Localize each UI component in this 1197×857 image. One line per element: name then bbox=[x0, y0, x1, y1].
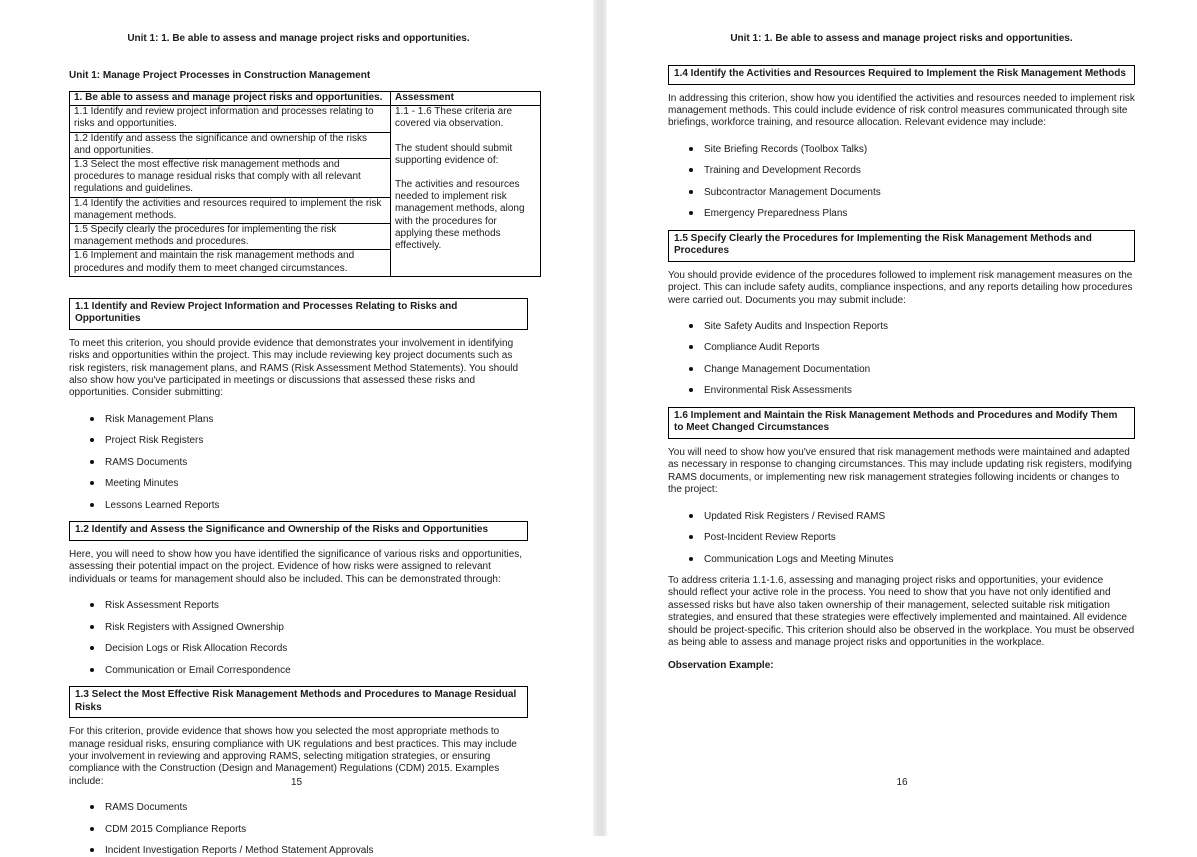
bullet-icon bbox=[689, 345, 693, 349]
section-body-1-4: In addressing this criterion, show how you identified the activities and resources needed to implement risk management methods. This could include evidence of risk control measures communicated through site briefings, workforce training, and resource allocation. Relevant evidence may include: bbox=[668, 92, 1135, 129]
list-item-label: Training and Development Records bbox=[704, 165, 861, 177]
bullet-icon bbox=[90, 603, 94, 607]
list-item bbox=[69, 802, 528, 814]
bullet-icon bbox=[689, 324, 693, 328]
bullet-icon bbox=[689, 557, 693, 561]
bullet-icon bbox=[90, 827, 94, 831]
list-item-label: Risk Management Plans bbox=[105, 413, 214, 425]
assessment-paragraph: 1.1 - 1.6 These criteria are covered via observation. bbox=[395, 106, 513, 130]
list-item bbox=[69, 500, 528, 512]
criterion-cell: 1.4 Identify the activities and resources required to implement the risk management methods. bbox=[70, 197, 391, 223]
document-page-right bbox=[607, 0, 1197, 836]
list-item-label: RAMS Documents bbox=[105, 456, 188, 468]
list-item bbox=[668, 554, 1135, 566]
list-item bbox=[668, 364, 1135, 376]
list-item bbox=[69, 643, 528, 655]
list-item-label: Compliance Audit Reports bbox=[704, 342, 820, 354]
bullet-icon bbox=[90, 646, 94, 650]
bullet-icon bbox=[90, 438, 94, 442]
list-item-label: Updated Risk Registers / Revised RAMS bbox=[704, 510, 886, 522]
observation-example-label: Observation Example: bbox=[668, 659, 774, 671]
list-item-label: Environmental Risk Assessments bbox=[704, 385, 852, 397]
list-item-label: Communication or Email Correspondence bbox=[105, 664, 291, 676]
bullet-icon bbox=[689, 367, 693, 371]
list-item bbox=[69, 600, 528, 612]
list-item bbox=[668, 208, 1135, 220]
list-item bbox=[69, 824, 528, 836]
assessment-paragraph: The student should submit supporting evidence of: bbox=[395, 142, 513, 166]
table-row bbox=[70, 106, 541, 132]
page-left-content bbox=[69, 33, 528, 857]
bullet-list bbox=[69, 600, 528, 677]
list-item bbox=[69, 414, 528, 426]
list-item-label: Change Management Documentation bbox=[704, 363, 871, 375]
section-body-1-3: For this criterion, provide evidence that shows how you selected the most appropriate methods to manage residual risks, ensuring compliance with UK regulations and best practices. This may include your involvement in reviewing and approving RAMS, selecting mitigation strategies, or ensuring compliance with the Construction (Design and Management) Regulations (CDM) 2015. Examples include: bbox=[69, 726, 517, 787]
bullet-icon bbox=[689, 535, 693, 539]
document-page-left bbox=[0, 0, 593, 857]
page-number: 15 bbox=[290, 777, 303, 788]
running-header: Unit 1: 1. Be able to assess and manage project risks and opportunities. bbox=[127, 33, 470, 44]
list-item-label: Post-Incident Review Reports bbox=[704, 532, 836, 544]
list-item-label: CDM 2015 Compliance Reports bbox=[105, 823, 247, 835]
bullet-icon bbox=[689, 147, 693, 151]
list-item bbox=[668, 385, 1135, 397]
list-item-label: Decision Logs or Risk Allocation Records bbox=[105, 643, 288, 655]
criterion-cell: 1.2 Identify and assess the significance and ownership of the risks and opportunities. bbox=[70, 132, 391, 158]
list-item-label: Lessons Learned Reports bbox=[105, 499, 220, 511]
bullet-list bbox=[668, 144, 1135, 221]
criterion-cell: 1.5 Specify clearly the procedures for implementing the risk management methods and procedures. bbox=[70, 224, 391, 250]
section-header-1-6: 1.6 Implement and Maintain the Risk Management Methods and Procedures and Modify Them to Meet Changed Circumstances bbox=[668, 407, 1135, 439]
bullet-icon bbox=[90, 460, 94, 464]
list-item bbox=[69, 622, 528, 634]
bullet-icon bbox=[90, 625, 94, 629]
list-item-label: Risk Registers with Assigned Ownership bbox=[105, 621, 284, 633]
list-item bbox=[668, 187, 1135, 199]
running-header: Unit 1: 1. Be able to assess and manage project risks and opportunities. bbox=[730, 33, 1073, 44]
bullet-list bbox=[668, 511, 1135, 566]
list-item-label: Communication Logs and Meeting Minutes bbox=[704, 553, 894, 565]
bullet-icon bbox=[90, 805, 94, 809]
criterion-cell: 1.1 Identify and review project information and processes relating to risks and opportunities. bbox=[70, 106, 391, 132]
section-header-1-5: 1.5 Specify Clearly the Procedures for Implementing the Risk Management Methods and Procedures bbox=[668, 230, 1135, 262]
list-item-label: Subcontractor Management Documents bbox=[704, 186, 881, 198]
section-body-1-2: Here, you will need to show how you have identified the significance of various risks and opportunities, assessing their potential impact on the project. Evidence of how risks were assigned to relevant individuals or teams for management should also be included. This can be demonstrated through: bbox=[69, 548, 523, 585]
assessment-cell bbox=[391, 106, 541, 277]
bullet-list bbox=[668, 321, 1135, 398]
page-divider bbox=[593, 0, 607, 836]
list-item bbox=[69, 478, 528, 490]
list-item-label: Incident Investigation Reports / Method Statement Approvals bbox=[105, 845, 374, 857]
list-item-label: Meeting Minutes bbox=[105, 478, 179, 490]
list-item-label: Project Risk Registers bbox=[105, 435, 204, 447]
list-item bbox=[668, 511, 1135, 523]
section-header-1-1: 1.1 Identify and Review Project Information and Processes Relating to Risks and Opportunities bbox=[69, 298, 528, 330]
bullet-icon bbox=[689, 168, 693, 172]
list-item-label: Site Safety Audits and Inspection Reports bbox=[704, 320, 888, 332]
section-header-1-3: 1.3 Select the Most Effective Risk Management Methods and Procedures to Manage Residual Risks bbox=[69, 686, 528, 718]
bullet-icon bbox=[90, 503, 94, 507]
page-right-content bbox=[668, 33, 1135, 672]
bullet-icon bbox=[689, 190, 693, 194]
criteria-table bbox=[69, 91, 541, 277]
section-header-1-2: 1.2 Identify and Assess the Significance and Ownership of the Risks and Opportunities bbox=[69, 521, 528, 541]
bullet-list bbox=[69, 414, 528, 512]
list-item bbox=[668, 342, 1135, 354]
section-body-1-6: You will need to show how you've ensured that risk management methods were maintained and adapted as necessary in response to changing circumstances. This may include updating risk registers, modifying RAMS documents, or implementing new risk management strategies following incidents or changes to the project: bbox=[668, 446, 1132, 496]
list-item-label: RAMS Documents bbox=[105, 802, 188, 814]
bullet-icon bbox=[90, 668, 94, 672]
list-item bbox=[69, 457, 528, 469]
list-item-label: Site Briefing Records (Toolbox Talks) bbox=[704, 143, 868, 155]
list-item-label: Emergency Preparedness Plans bbox=[704, 208, 848, 220]
bullet-icon bbox=[689, 211, 693, 215]
page-number: 16 bbox=[896, 777, 908, 788]
list-item bbox=[69, 665, 528, 677]
bullet-list bbox=[69, 802, 528, 857]
bullet-icon bbox=[689, 514, 693, 518]
list-item bbox=[668, 165, 1135, 177]
section-body-1-1: To meet this criterion, you should provide evidence that demonstrates your involvement in identifying risks and opportunities within the project. This may include reviewing key project documents such as risk registers, risk management plans, and RAMS (Risk Assessment Method Statements). You should also show how you've participated in meetings or discussions that assessed these risks and opportunities. Consider submitting: bbox=[69, 337, 519, 399]
bullet-icon bbox=[689, 388, 693, 392]
closing-paragraph: To address criteria 1.1-1.6, assessing and managing project risks and opportunities, your evidence should reflect your active role in the process. You need to show that you have not only identified and assessed risks but have also taken ownership of their management, selected suitable risk mitigation strategies, and ensured that these strategies were effectively implemented and maintained. All evidence should be project-specific. This criterion should also be observed in the workplace. You must be observed as being able to assess and manage project risks and opportunities in the workplace. bbox=[668, 575, 1135, 649]
assessment-paragraph: The activities and resources needed to implement risk management methods, along with the procedures for applying these methods effectively. bbox=[395, 179, 525, 252]
unit-subtitle: Unit 1: Manage Project Processes in Construction Management bbox=[69, 70, 371, 81]
list-item-label: Risk Assessment Reports bbox=[105, 600, 219, 612]
criterion-cell: 1.6 Implement and maintain the risk management methods and procedures and modify them to meet changed circumstances. bbox=[70, 250, 391, 276]
section-header-1-4: 1.4 Identify the Activities and Resources Required to Implement the Risk Management Methods bbox=[668, 65, 1135, 85]
bullet-icon bbox=[90, 481, 94, 485]
criterion-cell: 1.3 Select the most effective risk management methods and procedures to manage residual risks that comply with all relevant regulations and guidelines. bbox=[70, 159, 391, 198]
list-item bbox=[668, 321, 1135, 333]
bullet-icon bbox=[90, 417, 94, 421]
bullet-icon bbox=[90, 848, 94, 852]
list-item bbox=[69, 435, 528, 447]
list-item bbox=[668, 532, 1135, 544]
list-item bbox=[69, 845, 528, 857]
section-body-1-5: You should provide evidence of the procedures followed to implement risk management measures on the project. This can include safety audits, compliance inspections, and any reports detailing how procedures were carried out. Documents you may submit include: bbox=[668, 269, 1133, 306]
table-header-row bbox=[70, 92, 541, 106]
assessment-column-header: Assessment bbox=[391, 92, 541, 106]
criteria-column-header: 1. Be able to assess and manage project risks and opportunities. bbox=[70, 92, 391, 106]
list-item bbox=[668, 144, 1135, 156]
